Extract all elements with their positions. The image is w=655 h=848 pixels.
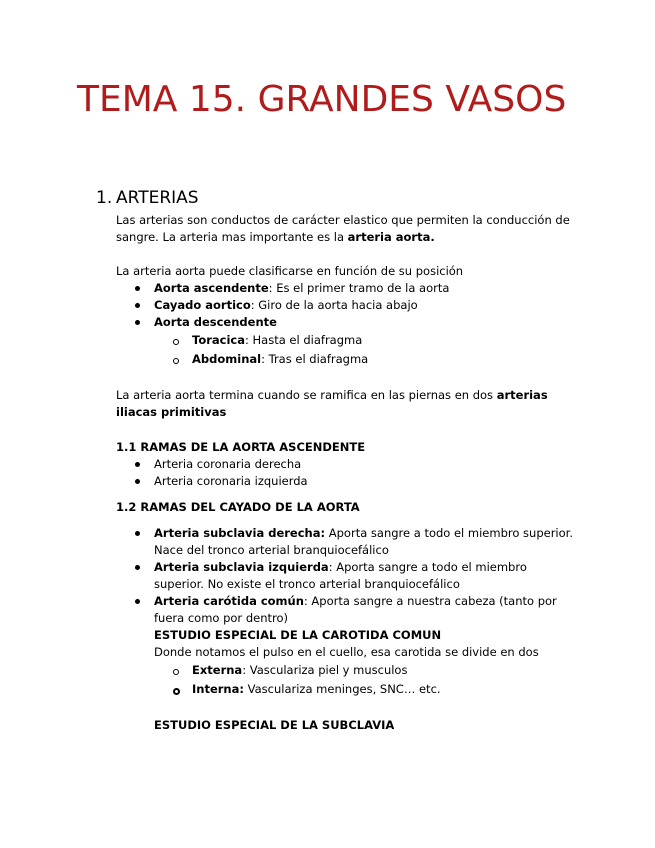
cayado-item-text: Aporta sangre a todo el miembro superior. Nace del tronco arterial branquiocefálico	[154, 526, 573, 557]
ascendente-item-text: Arteria coronaria derecha	[154, 457, 302, 471]
section-1-heading	[96, 187, 199, 209]
intro-paragraph	[116, 212, 586, 246]
cayado-item-text: : Aporta sangre a nuestra cabeza (tanto por fuera como por dentro)	[154, 594, 557, 625]
carotida-sublist	[192, 662, 572, 698]
list-item	[154, 297, 574, 314]
aorta-item-bold: Cayado aortico	[154, 298, 251, 312]
bullet-dot-icon	[135, 462, 140, 467]
list-item	[154, 314, 574, 331]
section-1-number: 1.	[96, 188, 113, 208]
intro-text: Las arterias son conductos de carácter elastico que permiten la conducción de sangre. La arteria mas importante es la	[116, 213, 570, 244]
sub-item-bold: Toracica	[192, 333, 245, 347]
bullet-dot-icon	[135, 286, 140, 291]
list-item	[192, 332, 572, 349]
carotida-item-text: : Vasculariza piel y musculos	[242, 663, 408, 677]
list-item	[154, 559, 574, 593]
bullet-circle-icon	[173, 358, 179, 364]
sub-item-text: : Hasta el diafragma	[245, 333, 363, 347]
carotida-item-bold: Externa	[192, 663, 243, 677]
aorta-item-bold: Aorta descendente	[154, 315, 277, 329]
document-title: TEMA 15. GRANDES VASOS	[77, 79, 567, 120]
intro-bold: arteria aorta.	[347, 230, 435, 244]
bullet-circle-icon	[173, 688, 180, 695]
descendente-sublist	[192, 332, 572, 368]
list-item	[192, 662, 572, 679]
list-item	[192, 681, 572, 698]
bullet-dot-icon	[135, 303, 140, 308]
cayado-list	[154, 525, 574, 661]
list-item	[154, 473, 574, 490]
sub-item-text: : Tras el diafragma	[261, 352, 369, 366]
carotida-item-bold: Interna:	[192, 682, 244, 696]
aorta-item-text: : Giro de la aorta hacia abajo	[250, 298, 418, 312]
ends-bold: arterias iliacas primitivas	[116, 388, 548, 419]
classify-paragraph: La arteria aorta puede clasificarse en función de su posición	[116, 264, 464, 278]
ends-text: La arteria aorta termina cuando se ramifica en las piernas en dos	[116, 388, 497, 402]
ascendente-list	[154, 456, 574, 490]
bullet-dot-icon	[135, 479, 140, 484]
section-1-1-heading: 1.1 RAMAS DE LA AORTA ASCENDENTE	[116, 440, 366, 454]
bullet-circle-icon	[173, 669, 179, 675]
aorta-list	[154, 280, 574, 331]
list-item	[154, 456, 574, 473]
list-item	[154, 593, 574, 627]
bullet-dot-icon	[135, 320, 140, 325]
sub-item-bold: Abdominal	[192, 352, 262, 366]
section-1-2-heading: 1.2 RAMAS DEL CAYADO DE LA AORTA	[116, 500, 360, 514]
bullet-dot-icon	[135, 599, 140, 604]
list-item	[154, 280, 574, 297]
list-item	[154, 525, 574, 559]
bullet-circle-icon	[173, 339, 179, 345]
carotida-study-text: Donde notamos el pulso en el cuello, esa carotida se divide en dos	[154, 645, 539, 659]
cayado-item-bold: Arteria subclavia izquierda	[154, 560, 329, 574]
aorta-item-text: : Es el primer tramo de la aorta	[268, 281, 450, 295]
ascendente-item-text: Arteria coronaria izquierda	[154, 474, 308, 488]
carotida-item-text: Vasculariza meninges, SNC… etc.	[243, 682, 441, 696]
bullet-dot-icon	[135, 565, 140, 570]
cayado-item-bold: Arteria subclavia derecha:	[154, 526, 326, 540]
aorta-item-bold: Aorta ascendente	[154, 281, 269, 295]
bullet-dot-icon	[135, 531, 140, 536]
cayado-item-bold: Arteria carótida común	[154, 594, 304, 608]
section-1-title: ARTERIAS	[116, 188, 199, 208]
subclavia-study-heading: ESTUDIO ESPECIAL DE LA SUBCLAVIA	[154, 718, 395, 732]
list-item	[192, 351, 572, 368]
ends-paragraph	[116, 387, 576, 421]
cayado-item-text: : Aporta sangre a todo el miembro superior. No existe el tronco arterial branquiocefálico	[154, 560, 527, 591]
carotida-study-heading: ESTUDIO ESPECIAL DE LA CAROTIDA COMUN	[154, 628, 442, 642]
